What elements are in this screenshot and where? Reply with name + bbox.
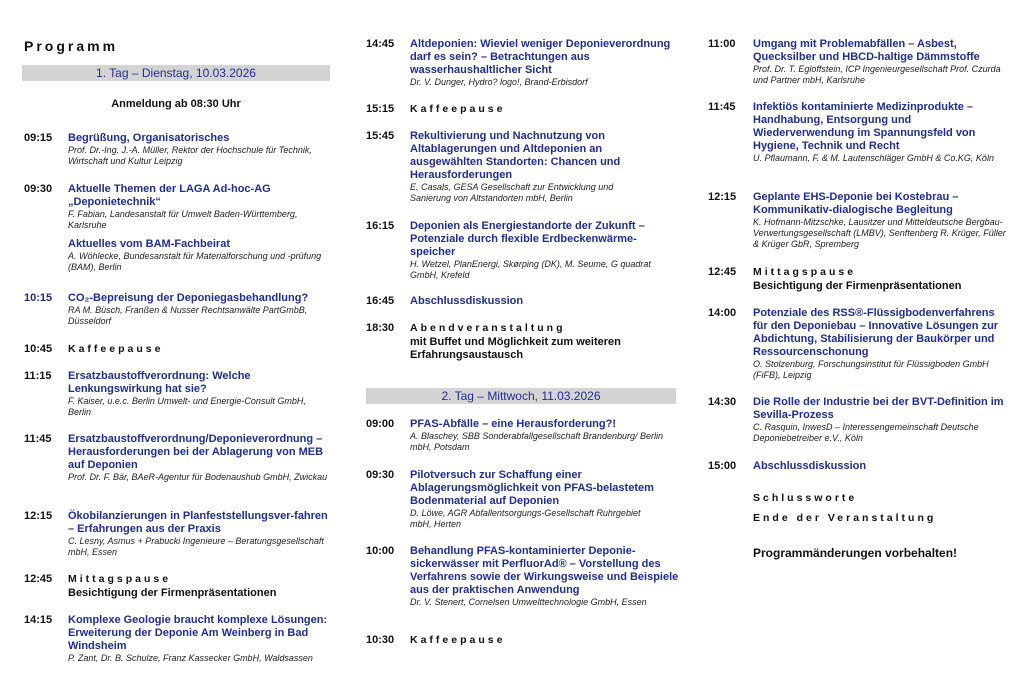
session-speaker: A. Wöhlecke, Bundesanstalt für Materialforschung und -prüfung (BAM), Berlin	[68, 251, 322, 272]
session-entry	[753, 460, 1013, 473]
break-label: Kaffeepause	[410, 103, 506, 115]
session-time: 12:45	[24, 573, 53, 585]
session-time: 10:00	[366, 545, 395, 557]
session-entry	[410, 220, 680, 281]
session-title: Ersatzbaustoffverordnung/Deponieverordnung – Herausforderungen bei der Ablagerung von MEB auf Deponien	[68, 433, 324, 471]
session-title: Umgang mit Problemabfällen – Asbest, Quecksilber und HBCD-haltige Dämmstoffe	[753, 38, 980, 63]
break-label: Mittagspause	[753, 266, 857, 278]
session-time: 11:45	[24, 433, 52, 445]
session-title: Potenziale des RSS®-Flüssigbodenverfahrens für den Deponiebau – Innovative Lösungen zur Abdichtung, Stabilisierung der Baukörper und Ressourcenschonung	[753, 307, 999, 358]
session-time: 09:00	[366, 418, 395, 430]
session-entry	[68, 132, 330, 167]
session-title: Pilotversuch zur Schaffung einer Ablagerungsmöglichkeit von PFAS-belastetem Bodenmaterial auf Deponien	[410, 469, 654, 507]
session-speaker: H. Wetzel, PlanEnergi, Skørping (DK), M. Seume, G quadrat GmbH, Krefeld	[410, 259, 651, 280]
session-speaker: F. Fabian, Landesanstalt für Umwelt Baden-Württemberg, Karlsruhe	[68, 209, 298, 230]
session-speaker: F. Kaiser, u.e.c. Berlin Umwelt- und Energie-Consult GmbH, Berlin	[68, 396, 306, 417]
session-speaker: Dr. V. Dunger, Hydro? logo!, Brand-Erbisdorf	[410, 77, 588, 87]
session-entry	[68, 183, 330, 231]
session-title: Abschlussdiskussion	[753, 460, 867, 472]
session-entry	[753, 191, 1013, 250]
session-title: Abschlussdiskussion	[410, 295, 524, 307]
registration-note: Anmeldung ab 08:30 Uhr	[111, 98, 241, 110]
session-speaker: RA M. Büsch, Franßen & Nusser Rechtsanwälte PartGmbB, Düsseldorf	[68, 305, 308, 326]
session-time: 12:15	[708, 191, 737, 203]
session-entry	[68, 510, 330, 558]
session-title: Aktuelle Themen der LAGA Ad-hoc-AG „Deponietechnik“	[68, 183, 271, 208]
day-1-header: 1. Tag – Dienstag, 10.03.2026	[22, 65, 330, 81]
break-label: Kaffeepause	[410, 634, 506, 646]
session-title: Infektiös kontaminierte Medizinprodukte – Handhabung, Entsorgung und Wiederverwendung im Spannungsfeld von Hygiene, Technik und Recht	[753, 101, 976, 152]
break-entry	[68, 573, 330, 600]
session-time: 11:15	[24, 370, 52, 382]
session-entry	[68, 370, 330, 418]
session-time: 10:45	[24, 343, 53, 355]
session-time: 11:00	[708, 38, 736, 50]
session-time: 16:45	[366, 295, 395, 307]
closing-words: Schlussworte	[753, 492, 858, 504]
session-time: 09:30	[24, 183, 53, 195]
session-speaker: C. Rasquin, InwesD – Interessengemeinschaft Deutsche Deponiebetreiber e.V., Köln	[753, 422, 979, 443]
session-title: CO₂-Bepreisung der Deponiegasbehandlung?	[68, 292, 309, 304]
session-title: Ersatzbaustoffverordnung: Welche Lenkungswirkung hat sie?	[68, 370, 251, 395]
session-title: Behandlung PFAS-kontaminierter Deponie-sickerwässer mit PerfluorAd® – Vorstellung des Verfahrens sowie der Wirkungsweise und Beispiele aus der praktischen Anwendung	[410, 545, 679, 596]
session-entry	[68, 614, 330, 664]
session-time: 14:00	[708, 307, 737, 319]
session-entry	[68, 433, 334, 483]
session-time: 12:45	[708, 266, 737, 278]
session-entry	[68, 292, 330, 327]
day-2-header: 2. Tag – Mittwoch, 11.03.2026	[366, 388, 676, 404]
session-entry	[753, 101, 998, 164]
session-time: 14:45	[366, 38, 395, 50]
session-entry	[753, 396, 1013, 444]
session-time: 12:15	[24, 510, 53, 522]
session-time: 14:30	[708, 396, 737, 408]
session-time: 14:15	[24, 614, 53, 626]
session-title: Begrüßung, Organisatorisches	[68, 132, 230, 144]
session-title: Deponien als Energiestandorte der Zukunft – Potenziale durch flexible Erdbeckenwärme-speicher	[410, 220, 645, 258]
session-speaker: A. Blaschey, SBB Sonderabfallgesellschaft Brandenburg/ Berlin mbH, Potsdam	[410, 431, 663, 452]
session-entry	[753, 38, 1013, 86]
break-entry	[410, 322, 625, 362]
session-time: 09:30	[366, 469, 395, 481]
session-entry	[753, 307, 1011, 381]
session-title: Rekultivierung und Nachnutzung von Altablagerungen und Altdeponien an ausgewählten Standorten: Chancen und Herausforderungen	[410, 130, 621, 181]
session-title: Aktuelles vom BAM-Fachbeirat	[68, 238, 230, 250]
session-time: 10:30	[366, 634, 395, 646]
break-note: mit Buffet und Möglichkeit zum weiteren Erfahrungsaustausch	[410, 336, 621, 361]
session-time: 09:15	[24, 132, 53, 144]
session-entry	[410, 130, 650, 204]
session-time: 18:30	[366, 322, 395, 334]
session-entry	[410, 469, 664, 530]
session-title: PFAS-Abfälle – eine Herausforderung?!	[410, 418, 616, 430]
session-entry	[410, 418, 680, 453]
break-entry	[753, 266, 1013, 293]
break-note: Besichtigung der Firmenpräsentationen	[68, 587, 277, 599]
break-label: Mittagspause	[68, 573, 172, 585]
session-title: Ökobilanzierungen in Planfeststellungsver-fahren – Erfahrungen aus der Praxis	[68, 510, 328, 535]
session-time: 10:15	[24, 292, 53, 304]
session-speaker: O. Stolzenburg, Forschungsinstitut für Flüssigboden GmbH (FiFB), Leipzig	[753, 359, 989, 380]
session-time: 15:15	[366, 103, 395, 115]
session-entry	[410, 545, 680, 608]
session-speaker: U. Pflaumann, F. & M. Lautenschläger GmbH & Co.KG, Köln	[753, 153, 994, 163]
session-speaker: Dr. V. Stenert, Cornelsen Umwelttechnologie GmbH, Essen	[410, 597, 647, 607]
session-speaker: K. Hofmann-Mitzschke, Lausitzer und Mitteldeutsche Bergbau-Verwertungsgesellschaft (LMBV), Senftenberg R. Krüger, Füller & Krüger GbR, Spremberg	[753, 217, 1006, 249]
session-title: Komplexe Geologie braucht komplexe Lösungen: Erweiterung der Deponie Am Weinberg in Bad Windsheim	[68, 614, 328, 652]
session-entry	[410, 295, 680, 308]
session-speaker: Prof. Dr. F. Bär, BAeR-Agentur für Bodenaushub GmbH, Zwickau	[68, 472, 328, 482]
session-speaker: C. Lesny, Asmus + Prabucki Ingenieure – Beratungsgesellschaft mbH, Essen	[68, 536, 324, 557]
session-speaker: P. Zant, Dr. B. Schulze, Franz Kassecker GmbH, Waldsassen	[68, 653, 313, 663]
break-label: Abendveranstaltung	[410, 322, 566, 334]
session-title: Die Rolle der Industrie bei der BVT-Definition im Sevilla-Prozess	[753, 396, 1004, 421]
break-label: Kaffeepause	[68, 343, 164, 355]
session-title: Geplante EHS-Deponie bei Kostebrau – Kommunikativ-dialogische Begleitung	[753, 191, 959, 216]
session-speaker: D. Löwe, AGR Abfallentsorgungs-Gesellschaft Ruhrgebiet mbH, Herten	[410, 508, 641, 529]
changes-reserved-note: Programmänderungen vorbehalten!	[753, 546, 958, 560]
session-time: 16:15	[366, 220, 395, 232]
page-title: Programm	[24, 38, 119, 54]
break-note: Besichtigung der Firmenpräsentationen	[753, 280, 962, 292]
session-time: 11:45	[708, 101, 736, 113]
session-speaker: Prof. Dr.-Ing. J.-A. Müller, Rektor der Hochschule für Technik, Wirtschaft und Kultur Leipzig	[68, 145, 312, 166]
session-time: 15:45	[366, 130, 395, 142]
session-speaker: E. Casals, GESA Gesellschaft zur Entwicklung und Sanierung von Altstandorten mbH, Berlin	[410, 182, 614, 203]
session-time: 15:00	[708, 460, 737, 472]
session-speaker: Prof. Dr. T. Egloffstein, ICP Ingenieurgesellschaft Prof. Czurda und Partner mbH, Karlsruhe	[753, 64, 1001, 85]
session-entry	[68, 238, 330, 273]
session-entry	[410, 38, 680, 88]
event-end: Ende der Veranstaltung	[753, 512, 937, 524]
session-title: Altdeponien: Wieviel weniger Deponieverordnung darf es sein? – Betrachtungen aus wasserhaushaltlicher Sicht	[410, 38, 671, 76]
